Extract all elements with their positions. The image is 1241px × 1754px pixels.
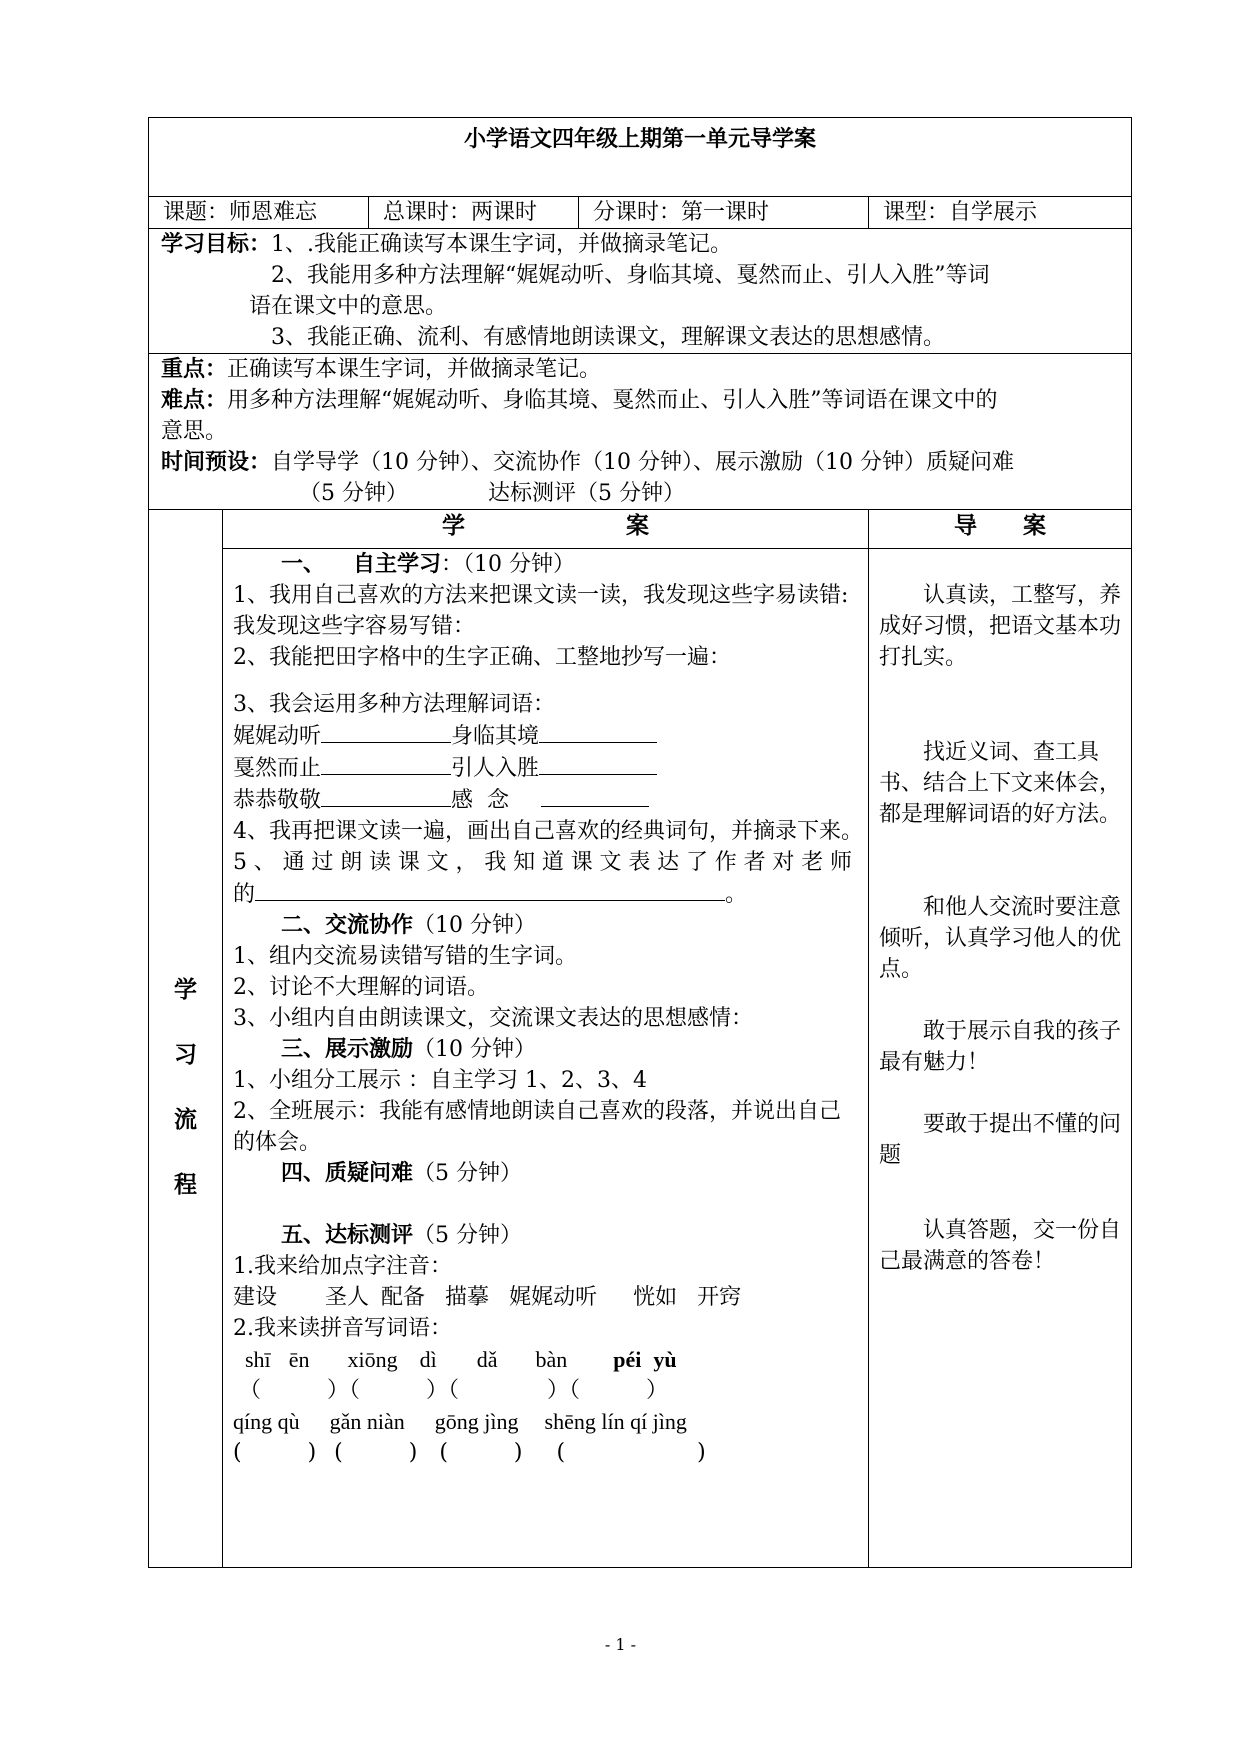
blank-5[interactable] — [321, 784, 451, 807]
focus-text: 正确读写本课生字词，并做摘录笔记。 — [227, 357, 602, 382]
s2-line-3: 3、小组内自由朗读课文，交流课文表达的思想感情： — [233, 1006, 753, 1031]
br2-3[interactable]: ( ) — [439, 1440, 523, 1465]
br-2[interactable]: （ ） — [349, 1378, 449, 1403]
br-3[interactable]: （ ） — [448, 1378, 570, 1403]
word-1: 娓娓动听 — [233, 724, 322, 749]
s1-line-3: 2、我能把田字格中的生字正确、工整地抄写一遍： — [233, 645, 731, 670]
s3-line-2a: 2、全班展示：我能有感情地朗读自己喜欢的段落，并说出自己 — [233, 1099, 841, 1124]
pinyin-row-2 — [233, 1406, 858, 1437]
s1-line-6a: 5、通过朗读课文，我知道课文表达了作者对老师 — [233, 850, 858, 875]
blank-6[interactable] — [541, 784, 649, 807]
s1-line-6b: 的 — [233, 882, 256, 907]
guide-plan-content — [869, 549, 1132, 1568]
s5-line-1: 1.我来给加点字注音： — [233, 1254, 452, 1279]
s2-time: （10 分钟） — [413, 913, 537, 938]
learning-goals — [149, 229, 1132, 354]
study-plan-header: 学 案 — [223, 510, 869, 549]
process-label — [149, 510, 223, 1568]
py2-2: gǎn niàn — [329, 1409, 405, 1434]
difficulty-text: 用多种方法理解“娓娓动听、身临其境、戛然而止、引人入胜”等词语在课文中的 — [227, 388, 998, 413]
difficulty-label: 难点： — [161, 387, 228, 413]
word-6: 感 念 — [451, 788, 510, 813]
blank-3[interactable] — [321, 752, 451, 775]
process-char-2: 习 — [174, 1040, 197, 1068]
s2-line-2: 2、讨论不大理解的词语。 — [233, 975, 489, 1000]
lesson-type-cell: 课型：自学展示 — [869, 197, 1132, 229]
bracket-row-1 — [233, 1375, 858, 1406]
py2-3: gōng jìng — [434, 1409, 519, 1434]
key-points — [149, 354, 1132, 510]
py-5: dǎ — [476, 1347, 498, 1372]
py2-1: qíng qù — [233, 1409, 300, 1434]
worksheet-table — [148, 117, 1132, 1568]
phonetic-words — [233, 1282, 858, 1313]
time-label: 时间预设： — [161, 449, 272, 475]
total-hours-cell: 总课时：两课时 — [369, 197, 579, 229]
pw-2: 圣人 — [325, 1285, 370, 1310]
s4-time: （5 分钟） — [413, 1161, 523, 1186]
s3-line-1: 1、小组分工展示 ：自主学习 1、2、3、4 — [233, 1068, 647, 1093]
py-6: bàn — [535, 1347, 568, 1372]
s3-head: 三、展示激励 — [281, 1036, 414, 1062]
time-text-b2: 达标测评（5 分钟） — [488, 481, 685, 506]
pinyin-row-1 — [233, 1344, 858, 1375]
study-plan-content — [223, 549, 869, 1568]
time-text: 自学导学（10 分钟）、交流协作（10 分钟）、展示激励（10 分钟）质疑问难 — [271, 450, 1014, 475]
topic-cell: 课题：师恩难忘 — [149, 197, 369, 229]
s1-time: ：（10 分钟） — [441, 552, 576, 577]
goal-2a: 2、我能用多种方法理解“娓娓动听、身临其境、戛然而止、引人入胜”等词 — [271, 263, 990, 288]
s1-num: 一、 — [281, 551, 326, 577]
page-title: 小学语文四年级上期第一单元导学案 — [149, 118, 1132, 197]
s2-head: 二、交流协作 — [281, 912, 414, 938]
process-char-3: 流 — [174, 1105, 197, 1133]
py2-4: shēng lín qí jìng — [544, 1409, 687, 1434]
s5-head: 五、达标测评 — [281, 1222, 414, 1248]
pw-3: 配备 — [381, 1285, 426, 1310]
s1-line-4: 3、我会运用多种方法理解词语： — [233, 692, 555, 717]
br2-2[interactable]: ( ) — [334, 1440, 418, 1465]
difficulty-text-cont: 意思。 — [161, 419, 228, 444]
br2-1[interactable]: ( ) — [233, 1440, 317, 1465]
word-2: 身临其境 — [451, 724, 540, 749]
guide-tip-2: 找近义词、查工具书、结合上下文来体会，都是理解词语的好方法。 — [879, 740, 1122, 827]
pw-1: 建设 — [233, 1285, 278, 1310]
focus-label: 重点： — [161, 356, 228, 382]
s1-line-6c: 。 — [725, 882, 748, 907]
pw-7: 开窍 — [697, 1285, 742, 1310]
pw-4: 描摹 — [445, 1285, 490, 1310]
goals-label: 学习目标： — [161, 231, 272, 257]
pw-5: 娓娓动听 — [509, 1285, 598, 1310]
guide-plan-header: 导 案 — [869, 510, 1132, 549]
py-2: ēn — [288, 1347, 310, 1372]
s5-line-2: 2.我来读拼音写词语： — [233, 1316, 452, 1341]
br-4[interactable]: （ ） — [569, 1378, 669, 1403]
s2-line-1: 1、组内交流易读错写错的生字词。 — [233, 944, 577, 969]
guide-tip-3: 和他人交流时要注意倾听，认真学习他人的优点。 — [879, 895, 1122, 982]
s3-time: （10 分钟） — [413, 1037, 537, 1062]
word-5: 恭恭敬敬 — [233, 788, 322, 813]
guide-tip-4: 敢于展示自我的孩子最有魅力！ — [879, 1019, 1122, 1075]
goal-2b: 语在课文中的意思。 — [249, 294, 448, 319]
bracket-row-2 — [233, 1437, 858, 1468]
word-4: 引人入胜 — [451, 756, 540, 781]
s1-line-5: 4、我再把课文读一遍，画出自己喜欢的经典词句，并摘录下来。 — [233, 819, 863, 844]
br-1[interactable]: （ ） — [239, 1378, 350, 1403]
s1-line-2: 我发现这些字容易写错： — [233, 614, 476, 639]
time-text-b1: （5 分钟） — [299, 481, 408, 506]
goal-3: 3、我能正确、流利、有感情地朗读课文，理解课文表达的思想感情。 — [271, 325, 945, 350]
blank-2[interactable] — [539, 720, 657, 743]
pw-6: 恍如 — [633, 1285, 678, 1310]
worksheet — [148, 117, 1131, 1568]
py-3: xiōng — [347, 1347, 398, 1372]
py-4: dì — [419, 1347, 437, 1372]
guide-tip-5: 要敢于提出不懂的问题 — [879, 1112, 1122, 1168]
process-char-1: 学 — [174, 975, 197, 1003]
br2-4[interactable]: ( ) — [556, 1440, 706, 1465]
blank-7[interactable] — [255, 878, 725, 901]
page-number: - 1 - — [604, 1635, 637, 1654]
process-char-4: 程 — [174, 1170, 197, 1198]
goal-1: 1、.我能正确读写本课生字词，并做摘录笔记。 — [271, 232, 733, 257]
blank-1[interactable] — [321, 720, 451, 743]
s1-line-1: 1、我用自己喜欢的方法来把课文读一读，我发现这些字易读错: — [233, 583, 849, 608]
s3-line-2b: 的体会。 — [233, 1130, 322, 1155]
s1-head: 自主学习 — [353, 551, 442, 577]
py-8: yù — [653, 1347, 677, 1372]
s5-time: （5 分钟） — [413, 1223, 523, 1248]
guide-tip-6: 认真答题，交一份自己最满意的答卷！ — [879, 1218, 1122, 1274]
blank-4[interactable] — [539, 752, 657, 775]
guide-tip-1: 认真读，工整写，养成好习惯，把语文基本功打扎实。 — [879, 583, 1122, 670]
py-7: péi — [613, 1347, 642, 1372]
s4-head: 四、质疑问难 — [281, 1160, 414, 1186]
py-1: shī — [245, 1347, 271, 1372]
sub-hours-cell: 分课时：第一课时 — [579, 197, 869, 229]
word-3: 戛然而止 — [233, 756, 322, 781]
